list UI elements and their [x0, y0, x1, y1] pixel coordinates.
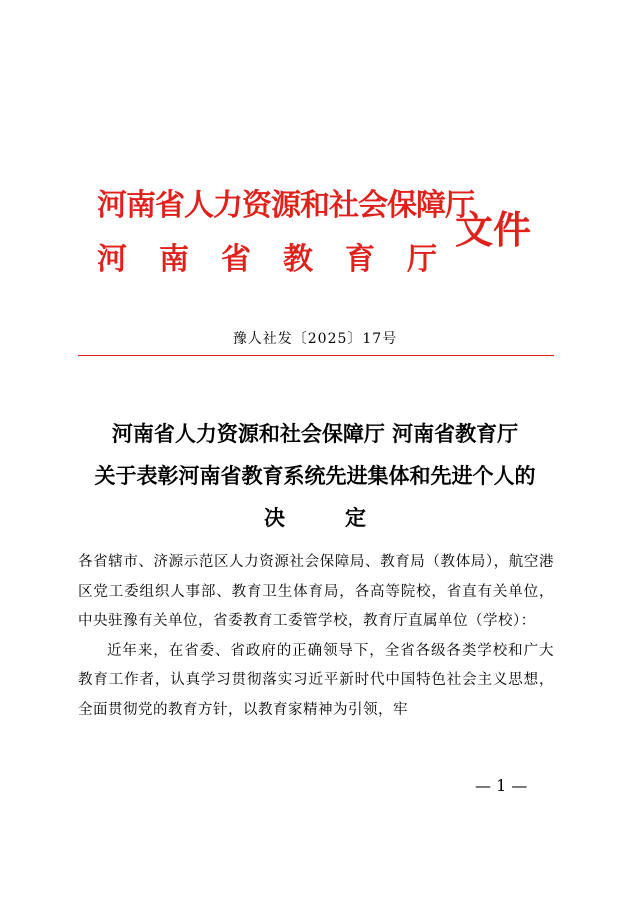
file-label: 文件	[455, 207, 532, 252]
issuer-hrss: 河南省人力资源和社会保障厅	[97, 188, 474, 223]
issuer-education	[97, 240, 437, 280]
issuer-char: 南	[159, 242, 189, 277]
page-number: — 1 —	[475, 776, 528, 795]
issuer-char: 教	[283, 242, 313, 277]
title-line-2: 关于表彰河南省教育系统先进集体和先进个人的	[94, 463, 536, 488]
issuer-char: 厅	[407, 242, 437, 277]
document-title	[0, 413, 630, 539]
title-line-1: 河南省人力资源和社会保障厅 河南省教育厅	[111, 421, 519, 446]
red-divider-line	[78, 355, 554, 356]
recipients-paragraph: 各省辖市、济源示范区人力资源社会保障局、教育局（教体局），航空港区党工委组织人事部、教育卫生体育局，各高等院校，省直有关单位，中央驻豫有关单位，省委教育工委管学校，教育厅直属单位（学校）：	[78, 554, 554, 629]
body-paragraph: 近年来，在省委、省政府的正确领导下，全省各级各类学校和广大教育工作者，认真学习贯彻落实习近平新时代中国特色社会主义思想，全面贯彻党的教育方针，以教育家精神为引领，牢	[78, 642, 554, 718]
issuer-char: 省	[221, 242, 251, 277]
title-line-3: 决定	[264, 505, 426, 530]
issuer-char: 育	[345, 242, 375, 277]
issuer-char: 河	[97, 242, 127, 277]
document-number: 豫人社发〔2025〕17号	[232, 331, 398, 347]
red-header-issuers	[97, 186, 474, 280]
document-body	[78, 548, 554, 725]
